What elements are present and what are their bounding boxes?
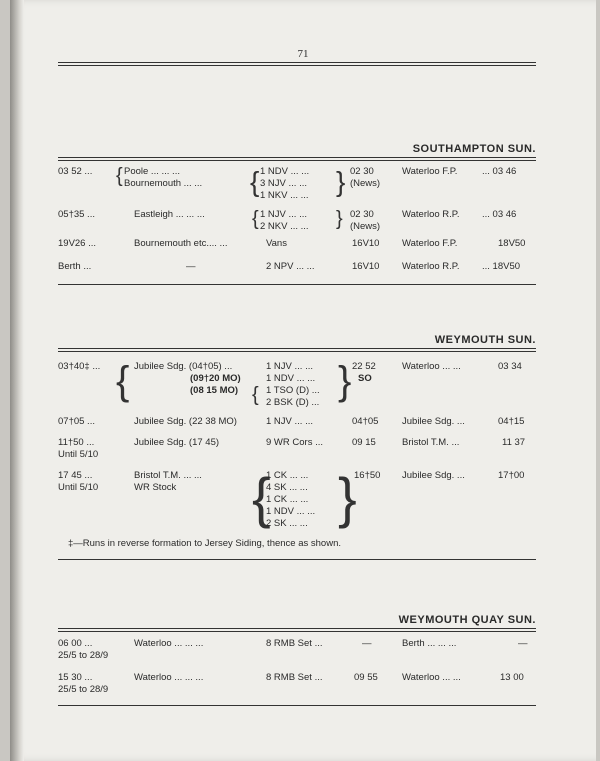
row-time: 11†50 ... [58,437,95,448]
row-validity: Until 5/10 [58,482,99,493]
row-arr: SO [358,373,372,384]
top-rule [58,62,536,66]
row-dep: 03 34 [498,361,522,372]
row-validity: 25/5 to 28/9 [58,650,109,661]
row-validity: 25/5 to 28/9 [58,684,109,695]
row-time: 05†35 ... [58,209,95,220]
row-vehicle: 1 NDV ... ... [260,166,310,177]
row-vehicle: 9 WR Cors ... [266,437,324,448]
row-from: Waterloo ... ... ... [134,672,204,683]
row-arr: 09 55 [354,672,378,683]
row-vehicle: 2 SK ... ... [266,518,308,529]
row-vehicle: 1 NDV ... ... [266,506,316,517]
row-arr: (News) [350,178,381,189]
section-heading-weymouth-quay: WEYMOUTH QUAY SUN. [398,614,536,626]
section-rule [58,157,536,161]
row-time: 07†05 ... [58,416,95,427]
brace: } [338,359,352,403]
row-arr: 09 15 [352,437,376,448]
row-from: Bournemouth ... ... [124,178,203,189]
row-time: 06 00 ... [58,638,93,649]
row-vehicle: 1 NJV ... ... [266,361,313,372]
row-from: Bristol T.M. ... ... [134,470,202,481]
row-to: Waterloo R.P. [402,261,460,272]
row-vehicle: 4 SK ... ... [266,482,308,493]
brace: { [252,466,271,529]
row-from: (09†20 MO) [190,373,241,384]
row-validity: Until 5/10 [58,449,99,460]
page-number: 71 [297,48,309,60]
row-to: Waterloo R.P. [402,209,460,220]
row-dep: 17†00 [498,470,525,481]
row-time: 17 45 ... [58,470,93,481]
row-vehicle: 1 NKV ... ... [260,190,309,201]
section-rule [58,348,536,352]
section-end-rule [58,559,536,560]
row-to: Waterloo ... ... [402,672,461,683]
row-to: Jubilee Sdg. ... [402,470,465,481]
row-from: Eastleigh ... ... ... [134,209,205,220]
row-to: Jubilee Sdg. ... [402,416,465,427]
row-arr: 16†50 [354,470,381,481]
row-arr: (News) [350,221,381,232]
row-arr: 22 52 [352,361,376,372]
row-from: (08 15 MO) [190,385,239,396]
row-time: 03 52 ... [58,166,93,177]
row-to: Waterloo ... ... [402,361,461,372]
timetable-page [10,0,596,761]
row-vehicle: 1 TSO (D) ... [266,385,320,396]
row-vehicle: 2 NKV ... ... [260,221,309,232]
row-vehicle: 2 BSK (D) ... [266,397,320,408]
row-arr: 16V10 [352,238,380,249]
footnote: ‡—Runs in reverse formation to Jersey Siding, thence as shown. [68,538,341,549]
row-from: Waterloo ... ... ... [134,638,204,649]
brace: { [116,165,123,187]
row-vehicle: 2 NPV ... ... [266,261,315,272]
row-time: Berth ... [58,261,92,272]
row-arr: 16V10 [352,261,380,272]
row-vehicle: 1 NDV ... ... [266,373,316,384]
row-vehicle: Vans [266,238,287,249]
row-vehicle: 1 CK ... ... [266,494,309,505]
row-dep: 11 37 [502,437,526,448]
row-dep: — [518,638,528,649]
row-vehicle: 8 RMB Set ... [266,672,323,683]
row-vehicle: 1 CK ... ... [266,470,309,481]
row-dep: ... 03 46 [482,166,517,177]
row-to: Waterloo F.P. [402,166,458,177]
binding-shadow [10,0,24,761]
brace: { [116,359,130,403]
brace: { [250,166,260,197]
row-arr: 02 30 [350,209,374,220]
row-from: Jubilee Sdg. (04†05) ... [134,361,233,372]
row-dep: 13 00 [500,672,524,683]
row-time: 19V26 ... [58,238,97,249]
brace: { [252,208,259,230]
brace: } [336,208,343,230]
row-dep: 18V50 [498,238,526,249]
row-to: Waterloo F.P. [402,238,458,249]
row-from: WR Stock [134,482,177,493]
section-heading-weymouth: WEYMOUTH SUN. [434,334,536,346]
row-to: Berth ... ... ... [402,638,457,649]
section-rule [58,628,536,632]
row-from: — [186,261,196,272]
row-vehicle: 1 NJV ... ... [266,416,313,427]
section-end-rule [58,284,536,285]
brace: } [338,466,357,529]
row-from: Jubilee Sdg. (22 38 MO) [134,416,237,427]
row-from: Jubilee Sdg. (17 45) [134,437,220,448]
row-time: 15 30 ... [58,672,93,683]
row-vehicle: 3 NJV ... ... [260,178,307,189]
row-from: Poole ... ... ... [124,166,180,177]
section-heading-southampton: SOUTHAMPTON SUN. [412,143,536,155]
row-arr: 02 30 [350,166,374,177]
row-vehicle: 1 NJV ... ... [260,209,307,220]
row-time: 03†40‡ ... [58,361,101,372]
row-vehicle: 8 RMB Set ... [266,638,323,649]
section-end-rule [58,705,536,706]
row-to: Bristol T.M. ... [402,437,460,448]
brace: } [336,166,346,197]
row-dep: ... 03 46 [482,209,517,220]
row-arr: 04†05 [352,416,379,427]
row-dep: 04†15 [498,416,525,427]
row-dep: ... 18V50 [482,261,521,272]
brace: { [252,384,259,406]
row-from: Bournemouth etc.... ... [134,238,228,249]
row-arr: — [362,638,372,649]
